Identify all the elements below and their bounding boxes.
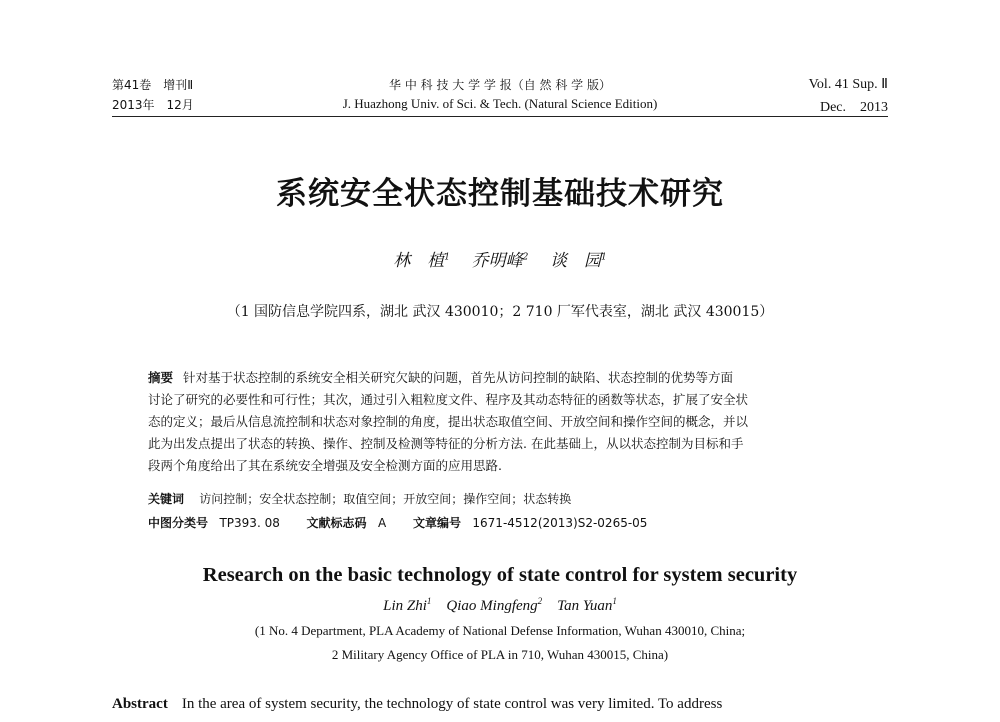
journal-name-en: J. Huazhong Univ. of Sci. & Tech. (Natural Science Edition) (342, 96, 658, 111)
doc-code-label: 文献标志码 (306, 516, 367, 530)
author-zh-1: 林 植$^1$ (393, 251, 450, 271)
abstract-zh-line-2: 讨论了研究的必要性和可行性；其次，通过引入粗粒度文件、程序及其动态特征的函数等状态，扩展了安全状 (148, 392, 749, 407)
paper-title-zh: 系统安全状态控制基础技术研究 (276, 176, 724, 212)
authors-zh (0, 246, 1000, 271)
authors-en (0, 596, 1000, 615)
abstract-zh-line-3: 态的定义；最后从信息流控制和状态对象控制的角度，提出状态取值空间、开放空间和操作空间的概念，并以 (148, 414, 749, 429)
keywords-label: 关键词 (148, 492, 185, 506)
abstract-zh (148, 367, 860, 477)
paper-title-en: Research on the basic technology of state control for system security (202, 564, 798, 586)
journal-volume-en: Vol. 41 Sup. Ⅱ (808, 77, 888, 92)
article-number-label: 文章编号 (412, 516, 461, 530)
header-rule (112, 116, 888, 117)
author-zh-3: 谈 园$^1$ (549, 251, 607, 271)
author-zh-2: 乔明峰$^2$ (471, 251, 529, 271)
abstract-zh-line-4: 此为出发点提出了状态的转换、操作、控制及检测等特征的分析方法. 在此基础上，从以状态控制为目标和手 (148, 436, 744, 451)
abstract-en-text: In the area of system security, the technology of state control was very limited. To address (181, 696, 723, 712)
keywords-text: 访问控制；安全状态控制；取值空间；开放空间；操作空间；状态转换 (199, 492, 572, 506)
abstract-zh-label: 摘要 (148, 370, 174, 385)
article-number-value: 1671-4512(2013)S2-0265-05 (472, 516, 648, 530)
classification-line (148, 514, 647, 531)
abstract-en-label: Abstract (112, 696, 168, 712)
keywords (148, 490, 571, 507)
abstract-zh-line-5: 段两个角度给出了其在系统安全增强及安全检测方面的应用思路. (148, 458, 502, 473)
doc-code-value: A (378, 516, 387, 530)
affiliation-en-1: (1 No. 4 Department, PLA Academy of National Defense Information, Wuhan 430010, China; (254, 623, 746, 638)
abstract-zh-line-1: 摘要 针对基于状态控制的系统安全相关研究欠缺的问题，首先从访问控制的缺陷、状态控制的优势等方面 (148, 370, 734, 385)
journal-date-en: Dec. 2013 (819, 100, 888, 115)
clc-label: 中图分类号 (148, 516, 209, 530)
abstract-en (112, 696, 892, 713)
affiliation-en-2: 2 Military Agency Office of PLA in 710, Wuhan 430015, China) (331, 647, 669, 662)
journal-date: 2013年 12月 (112, 98, 194, 112)
author-en-2: Qiao Mingfeng$^2$ (446, 596, 543, 614)
journal-volume: 第41卷 增刊Ⅱ (112, 78, 194, 92)
author-en-1: Lin Zhi$^1$ (383, 596, 432, 614)
author-en-3: Tan Yuan$^1$ (557, 596, 617, 614)
journal-name-zh: 华 中 科 技 大 学 学 报（自 然 科 学 版） (389, 78, 611, 92)
clc-value: TP393. 08 (219, 516, 280, 530)
affiliation-zh: （1 国防信息学院四系，湖北 武汉 430010；2 710 厂军代表室，湖北 武汉 430015） (226, 304, 774, 320)
